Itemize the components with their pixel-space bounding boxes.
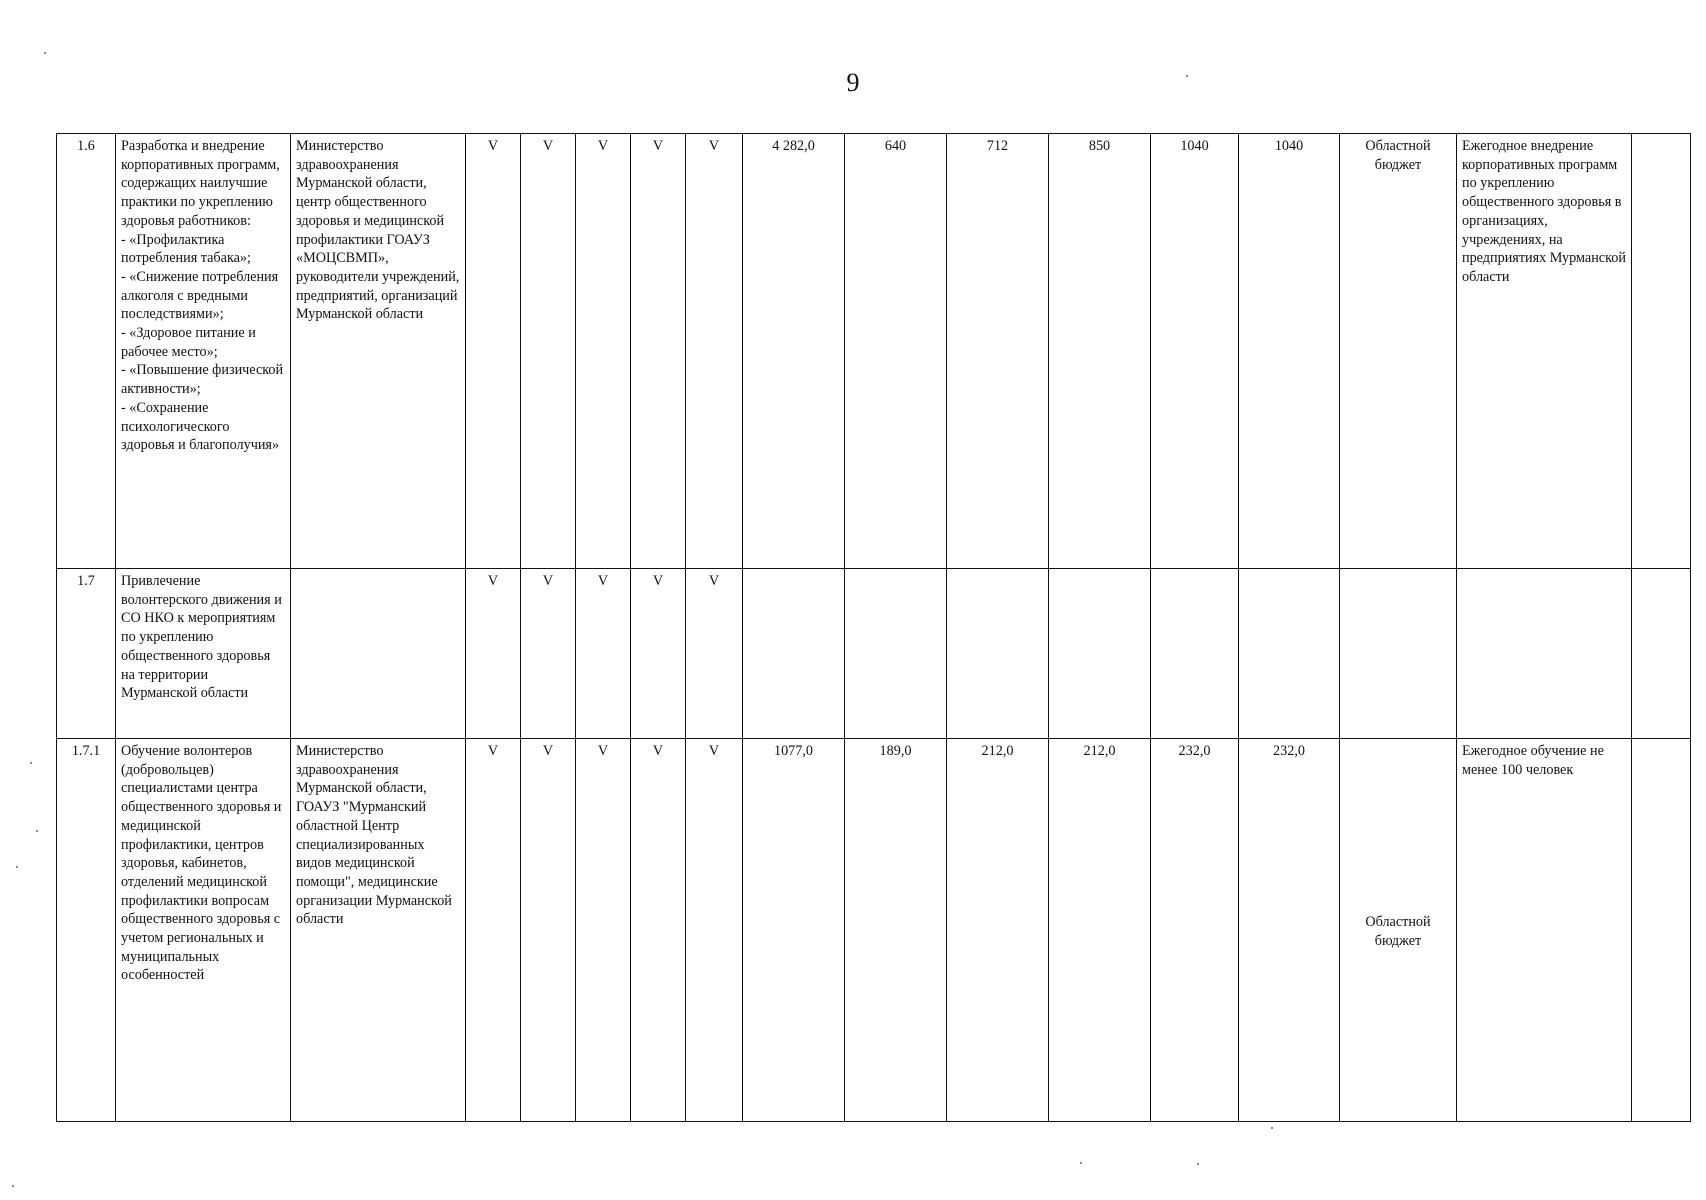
year-mark: V (631, 134, 686, 569)
year-mark: V (521, 569, 576, 739)
list-item: - «Здоровое питание и рабочее место»; (121, 325, 256, 360)
list-item: - «Сохранение психологического здоровья и благополучия» (121, 399, 280, 454)
year-mark: V (466, 569, 521, 739)
table-row (57, 134, 1691, 569)
year-mark: V (466, 134, 521, 569)
year-amount: 212,0 (947, 739, 1049, 1122)
scan-speck (1080, 1162, 1082, 1164)
executors-cell: Министерство здравоохранения Мурманской области, центр общественного здоровья и медицинской профилактики ГОАУЗ «МОЦСВМП», руководители учреждений, предприятий, организаций Мурманской области (291, 134, 466, 569)
event-description (116, 134, 291, 569)
scan-speck (44, 52, 46, 54)
year-mark: V (521, 739, 576, 1122)
funding-source: Областной бюджет (1340, 739, 1457, 1122)
year-amount: 189,0 (845, 739, 947, 1122)
year-amount: 232,0 (1239, 739, 1340, 1122)
scan-speck (36, 830, 38, 832)
scan-speck (30, 762, 32, 764)
year-amount: 1040 (1151, 134, 1239, 569)
empty-cell (1239, 569, 1340, 739)
list-item: - «Повышение физической активности»; (121, 362, 284, 398)
empty-cell (1632, 739, 1691, 1122)
year-amount: 232,0 (1151, 739, 1239, 1122)
expected-result: Ежегодное внедрение корпоративных программ по укреплению общественного здоровья в организациях, учреждениях, на предприятиях Мурманской области (1457, 134, 1632, 569)
empty-cell (743, 569, 845, 739)
year-amount: 712 (947, 134, 1049, 569)
row-number: 1.7.1 (57, 739, 116, 1122)
row-number: 1.6 (57, 134, 116, 569)
year-amount: 1040 (1239, 134, 1340, 569)
year-amount: 850 (1049, 134, 1151, 569)
list-item: - «Снижение потребления алкоголя с вредными последствиями»; (121, 268, 279, 323)
event-description: Привлечение волонтерского движения и СО НКО к мероприятиям по укреплению общественного здоровья на территории Мурманской области (116, 569, 291, 739)
empty-cell (1632, 569, 1691, 739)
page-number: 9 (846, 68, 860, 97)
scan-speck (1197, 1163, 1199, 1165)
executors-cell: Министерство здравоохранения Мурманской области, ГОАУЗ "Мурманский областной Центр специализированных видов медицинской помощи", медицинские организации Мурманской области (291, 739, 466, 1122)
row-number: 1.7 (57, 569, 116, 739)
event-title: Разработка и внедрение корпоративных программ, содержащих наилучшие практики по укреплению здоровья работников: (121, 138, 280, 229)
empty-cell (1457, 569, 1632, 739)
program-table (56, 133, 1691, 1122)
empty-cell (1632, 134, 1691, 569)
year-mark: V (576, 569, 631, 739)
empty-cell (947, 569, 1049, 739)
year-amount: 640 (845, 134, 947, 569)
year-mark: V (686, 569, 743, 739)
funding-source: Областной бюджет (1340, 134, 1457, 569)
event-description: Обучение волонтеров (добровольцев) специалистами центра общественного здоровья и медицинской профилактики, центров здоровья, кабинетов, отделений медицинской профилактики вопросам общественного здоровья с учетом региональных и муниципальных особенностей (116, 739, 291, 1122)
year-mark: V (686, 739, 743, 1122)
table-row (57, 739, 1691, 1122)
year-mark: V (631, 569, 686, 739)
year-mark: V (521, 134, 576, 569)
list-item: - «Профилактика потребления табака»; (121, 231, 251, 267)
scan-speck (1271, 1127, 1273, 1129)
expected-result: Ежегодное обучение не менее 100 человек (1457, 739, 1632, 1122)
scan-speck (1186, 75, 1188, 77)
empty-cell (1151, 569, 1239, 739)
year-mark: V (466, 739, 521, 1122)
empty-cell (1049, 569, 1151, 739)
executors-cell (291, 569, 466, 739)
total-amount: 4 282,0 (743, 134, 845, 569)
scan-speck (12, 1185, 14, 1187)
scan-speck (16, 866, 18, 868)
empty-cell (845, 569, 947, 739)
year-mark: V (631, 739, 686, 1122)
year-mark: V (576, 134, 631, 569)
empty-cell (1340, 569, 1457, 739)
year-amount: 212,0 (1049, 739, 1151, 1122)
total-amount: 1077,0 (743, 739, 845, 1122)
table-row (57, 569, 1691, 739)
year-mark: V (686, 134, 743, 569)
year-mark: V (576, 739, 631, 1122)
